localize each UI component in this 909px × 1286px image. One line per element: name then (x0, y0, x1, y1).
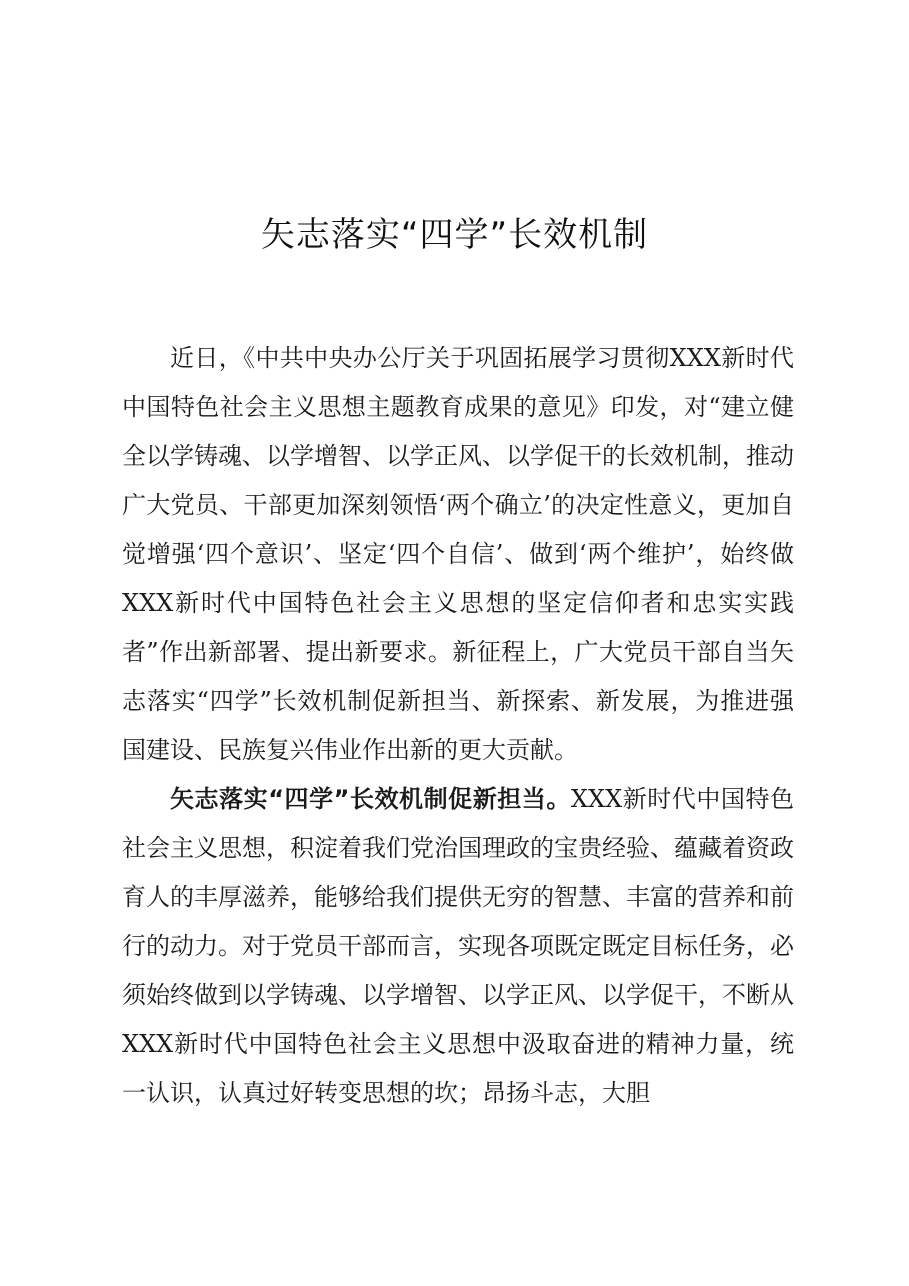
document-body (122, 334, 794, 1118)
paragraph-section-1 (122, 775, 794, 1118)
paragraph-intro (122, 334, 794, 775)
paragraph-section-1-text: XXX新时代中国特色社会主义思想，积淀着我们党治国理政的宝贵经验、蕴藏着资政育人的丰厚滋养，能够给我们提供无穷的智慧、丰富的营养和前行的动力。对于党员干部而言，实现各项既定既定目标任务，必须始终做到以学铸魂、以学增智、以学正风、以学促干，不断从XXX新时代中国特色社会主义思想中汲取奋进的精神力量，统一认识，认真过好转变思想的坎；昂扬斗志，大胆 (122, 785, 794, 1107)
document-title: 矢志落实“四学”长效机制 (260, 215, 649, 255)
paragraph-section-1-lead: 矢志落实“四学”长效机制促新担当。 (170, 785, 571, 813)
paragraph-intro-text: 近日，《中共中央办公厅关于巩固拓展学习贯彻XXX新时代中国特色社会主义思想主题教育成果的意见》印发，对“建立健全以学铸魂、以学增智、以学正风、以学促干的长效机制，推动广大党员、干部更加深刻领悟‘两个确立’的决定性意义，更加自觉增强‘四个意识’、坚定‘四个自信’、做到‘两个维护’，始终做XXX新时代中国特色社会主义思想的坚定信仰者和忠实实践者”作出新部署、提出新要求。新征程上，广大党员干部自当矢志落实“四学”长效机制促新担当、新探索、新发展，为推进强国建设、民族复兴伟业作出新的更大贡献。 (122, 344, 794, 764)
